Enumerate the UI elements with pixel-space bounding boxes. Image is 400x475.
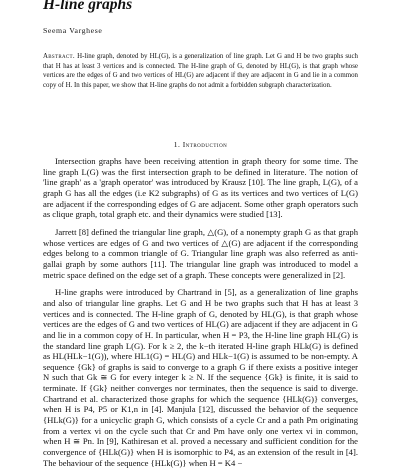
author-name: Seema Varghese: [43, 26, 103, 35]
abstract-text: H-line graph, denoted by HL(G), is a generalization of line graph. Let G and H be two graphs such that H has at least 3 vertices and is connected. The H-line graph of G, denoted by HL(G), is that graph whose vertices are the edges of G and two vertices of HL(G) are adjacent if they are adjacent in G and lie in a common copy of H. In this paper, we show that H-line graphs do not admit a forbidden subgraph characterization.: [43, 53, 358, 89]
paper-title: H-line graphs: [43, 0, 133, 13]
abstract-label: Abstract.: [43, 53, 75, 60]
paragraph: Jarrett [8] defined the triangular line graph, △(G), of a nonempty graph G as that graph whose vertices are edges of G and two vertices of △(G) are adjacent if the corresponding edges belong to a common triangle of G. Triangular line graph was also referred as anti-gallai graph by some authors [11]. The triangular line graph was introduced to model a metric space defined on the edge set of a graph. These concepts were generalized in [2].: [43, 226, 358, 280]
section-heading: 1. Introduction: [173, 140, 228, 149]
paragraph: H-line graphs were introduced by Chartrand in [5], as a generalization of line graphs and also of triangular line graphs. Let G and H be two graphs such that H has at least 3 vertices and is connected. The H-line graph of G, denoted by HL(G), is that graph whose vertices are the edges of G and two vertices of HL(G) are adjacent if they are adjacent in G and lie in a common copy of H. In particular, when H = P3, the H-line line graph HL(G) is the standard line graph L(G). For k ≥ 2, the k−th iterated H-line graph HLk(G) is defined as HL(HLk−1(G)), where HL1(G) = HL(G) and HLk−1(G) is assumed to be non-empty. A sequence {Gk} of graphs is said to converge to a graph G if there exists a positive integer N such that Gk ≅ G for every integer k ≥ N. If the sequence {Gk} is finite, it is said to terminate. If {Gk} neither converges nor terminates, then the sequence is said to diverge. Chartrand et al. characterized those graphs for which the sequence {HLk(G)} converges, when H is P4, P5 or K1,n in [4]. Manjula [12], discussed the behavior of the sequence {HLk(G)} for a unicyclic graph G, which consists of a cycle Cr and a path Pm originating from a vertex vi on the cycle such that Cr and Pm have only one vertex vi in common, when H ≅ Pn. In [9], Kathiresan et al. proved a necessary and sufficient condition for the convergence of {HLk(G)} when H is isomorphic to P4, as an extension of the result in [4]. The behaviour of the sequence {HLk(G)} when H = K4 −: [43, 287, 358, 468]
abstract: [43, 52, 358, 90]
paragraph: Intersection graphs have been receiving attention in graph theory for some time. The line graph L(G) was the first intersection graph to be defined in literature. The notion of 'line graph' as a 'graph operator' was introduced by Krausz [10]. The line graph, L(G), of a graph G has all the edges (i.e K2 subgraphs) of G as its vertices and two vertices of L(G) are adjacent if the corresponding edges of G are adjacent. Some other graph operators such as clique graph, total graph etc. and their dynamics were studied [13].: [43, 156, 358, 220]
body-text: [43, 156, 358, 475]
